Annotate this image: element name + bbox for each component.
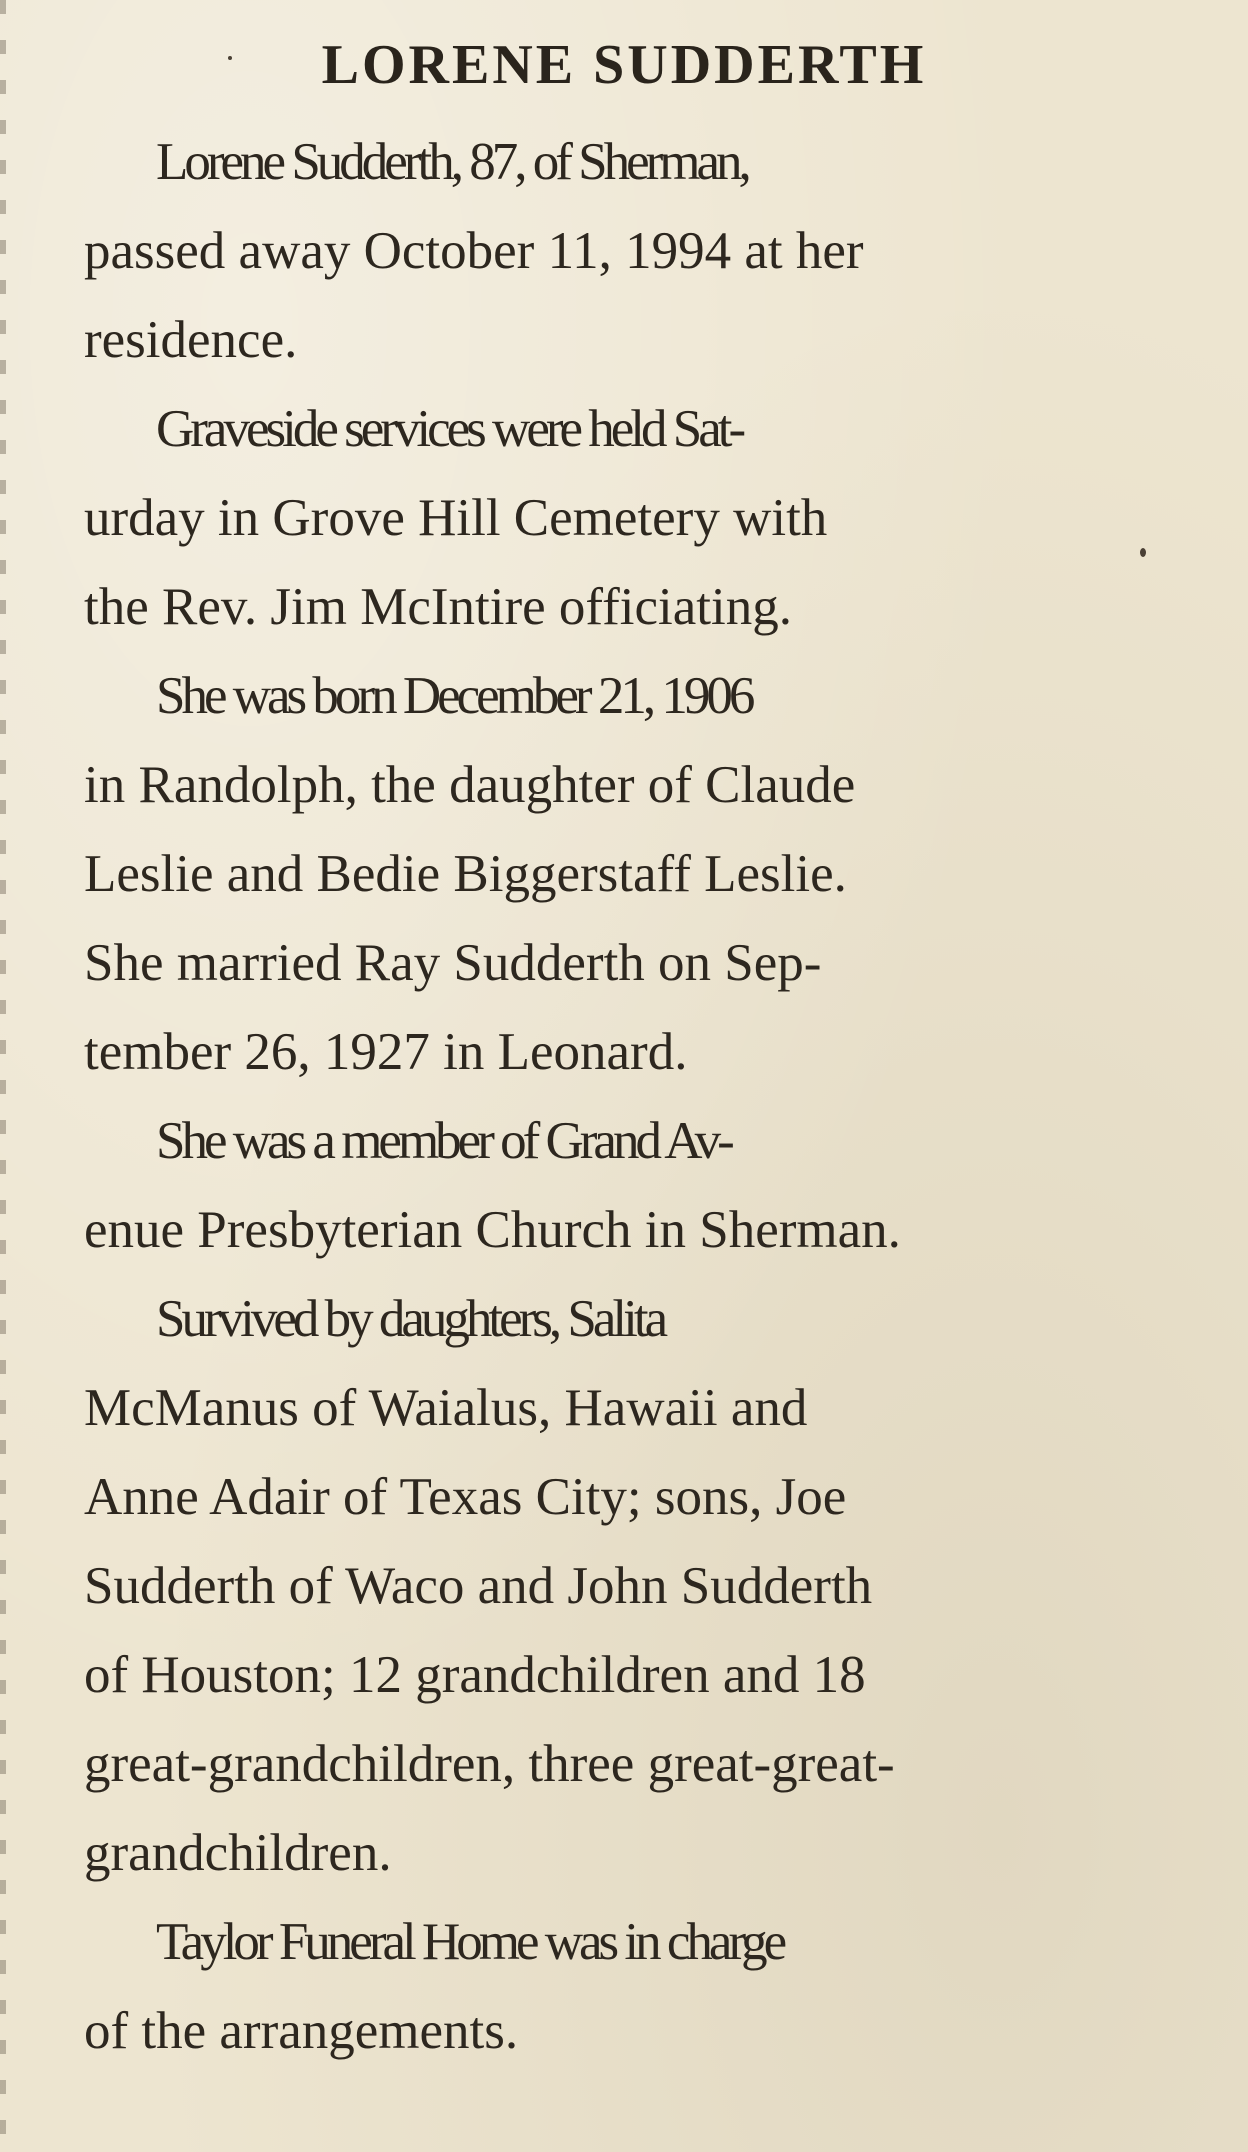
paragraph-death-notice: [84, 118, 1154, 385]
paragraph-biography: [84, 652, 1154, 1097]
text-line: great-grandchildren, three great-great-: [84, 1735, 895, 1793]
paragraph-survivors: [84, 1275, 1154, 1898]
text-line: of Houston; 12 grandchildren and 18: [84, 1646, 866, 1704]
text-line: passed away October 11, 1994 at her: [84, 222, 864, 280]
text-line: She was born December 21, 1906: [156, 667, 752, 725]
paragraph-arrangements: [84, 1898, 1154, 2076]
text-line: in Randolph, the daughter of Claude: [84, 756, 856, 814]
text-line: of the arrangements.: [84, 2002, 519, 2060]
text-line: urday in Grove Hill Cemetery with: [84, 489, 828, 547]
text-line: Lorene Sudderth, 87, of Sherman,: [156, 133, 748, 191]
print-speck: [228, 56, 232, 60]
obituary-body: [84, 118, 1154, 2076]
paragraph-services: [84, 385, 1154, 652]
text-line: enue Presbyterian Church in Sherman.: [84, 1201, 901, 1259]
obituary-headline: LORENE SUDDERTH: [321, 34, 927, 96]
torn-edge: [0, 0, 6, 2152]
text-line: She married Ray Sudderth on Sep-: [84, 934, 822, 992]
text-line: Taylor Funeral Home was in charge: [156, 1913, 784, 1971]
text-line: Graveside services were held Sat-: [156, 400, 743, 458]
text-line: Sudderth of Waco and John Sudderth: [84, 1557, 873, 1615]
text-line: grandchildren.: [84, 1824, 392, 1882]
text-line: residence.: [84, 311, 298, 369]
text-line: Survived by daughters, Salita: [156, 1290, 665, 1348]
print-speck: [1140, 548, 1146, 557]
text-line: McManus of Waialus, Hawaii and: [84, 1379, 808, 1437]
text-line: Anne Adair of Texas City; sons, Joe: [84, 1468, 847, 1526]
paragraph-church: [84, 1097, 1154, 1275]
text-line: tember 26, 1927 in Leonard.: [84, 1023, 688, 1081]
text-line: Leslie and Bedie Biggerstaff Leslie.: [84, 845, 847, 903]
text-line: She was a member of Grand Av-: [156, 1112, 731, 1170]
text-line: the Rev. Jim McIntire officiating.: [84, 578, 792, 636]
